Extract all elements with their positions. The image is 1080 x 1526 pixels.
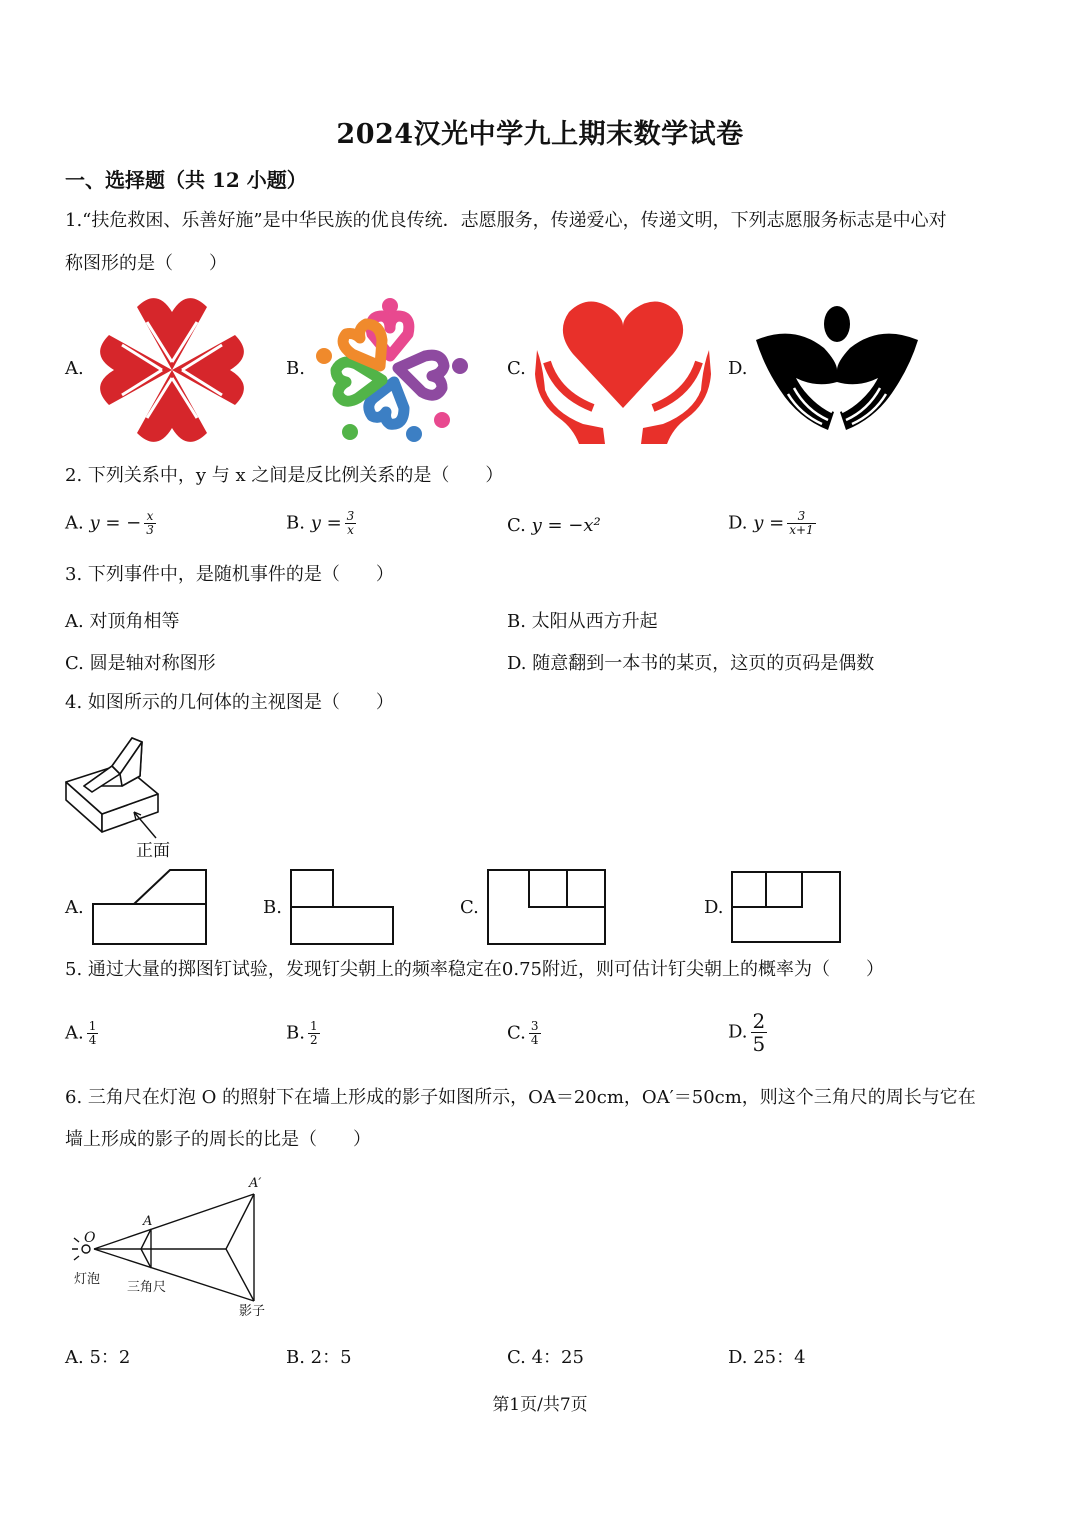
solid-3d-figure [62,730,172,840]
q5-d-fraction [751,1010,768,1055]
q2-b-lhs: y = [310,512,342,534]
q2-d-fraction [787,510,815,537]
q5-a-label: A. [65,1022,84,1044]
lamp-shadow-figure [68,1176,278,1316]
q5-b-fraction [308,1020,320,1047]
q1-option-a-label: A. [65,358,84,379]
q3-option-d: D. 随意翻到一本书的某页，这页的页码是偶数 [507,653,875,674]
red-hands-clover-logo [92,292,252,448]
q2-a-lhs: y = − [89,512,142,534]
q5-option-a [65,1020,98,1047]
page-title: 2024汉光中学九上期末数学试卷 [336,119,744,150]
question-3-text: 3. 下列事件中，是随机事件的是（ ） [65,564,394,585]
q5-c-num: 3 [530,1019,539,1033]
q4-option-a-figure [92,869,208,945]
black-hands-person-logo [754,306,920,432]
question-2-text: 2. 下列关系中，y 与 x 之间是反比例关系的是（ ） [65,465,504,486]
q2-d-den: x+1 [789,523,814,537]
question-5-text: 5. 通过大量的掷图钉试验，发现钉尖朝上的频率稳定在0.75附近，则可估计钉尖朝上的概率为（ ） [65,959,884,980]
q2-a-den: 3 [146,523,154,537]
section-heading: 一、选择题（共 12 小题） [65,168,307,192]
q5-a-num: 1 [88,1019,97,1033]
heart-in-hands-logo [533,296,713,444]
q4-option-c-figure [486,869,608,945]
q5-c-fraction [529,1020,541,1047]
q5-b-label: B. [286,1022,305,1044]
q2-a-num: x [146,509,154,523]
q4-option-b-label: B. [263,897,282,918]
q5-b-den: 2 [309,1033,318,1047]
q4-option-d-figure [730,871,842,943]
q1-option-d-label: D. [728,358,748,379]
q1-option-b-label: B. [286,358,305,379]
label-shadow: 影子 [239,1304,266,1319]
question-4-text: 4. 如图所示的几何体的主视图是（ ） [65,692,394,713]
label-a-prime: A′ [249,1176,262,1191]
question-1-text-line1: 1.“扶危救困、乐善好施”是中华民族的优良传统．志愿服务，传递爱心，传递文明，下列志愿服务标志是中心对 [65,210,947,231]
q5-d-num: 2 [752,1009,766,1033]
q5-option-d [728,1010,767,1055]
page-footer: 第1页/共7页 [492,1395,588,1415]
label-a: A [143,1214,153,1229]
q2-option-b [286,510,356,537]
q6-option-a: A. 5：2 [65,1347,131,1368]
q2-b-fraction [345,510,357,537]
q6-option-d: D. 25：4 [728,1347,806,1368]
label-triangle: 三角尺 [127,1280,167,1295]
q2-d-label: D. [728,512,748,534]
question-1-text-line2: 称图形的是（ ） [65,253,227,274]
q3-option-c: C. 圆是轴对称图形 [65,653,216,674]
q6-option-b: B. 2：5 [286,1347,352,1368]
q5-a-fraction [87,1020,99,1047]
q2-a-label: A. [65,512,84,534]
q2-c-expr: y = −x² [531,515,601,536]
q5-a-den: 4 [88,1033,97,1047]
q2-d-lhs: y = [753,512,785,534]
question-6-text-line1: 6. 三角尺在灯泡 O 的照射下在墙上形成的影子如图所示，OA＝20cm，OA′＝50cm，则这个三角尺的周长与它在 [65,1087,976,1108]
q5-d-den: 5 [752,1032,766,1056]
label-lamp: 灯泡 [74,1272,101,1287]
q3-option-b: B. 太阳从西方升起 [507,611,658,632]
q5-c-label: C. [507,1022,526,1044]
q6-option-c: C. 4：25 [507,1347,584,1368]
q3-option-a: A. 对顶角相等 [65,611,180,632]
q4-option-c-label: C. [460,897,479,918]
question-6-text-line2: 墙上形成的影子的周长的比是（ ） [65,1129,371,1150]
q2-option-a [65,510,156,537]
q2-b-num: 3 [346,509,355,523]
q5-option-b [286,1020,320,1047]
q1-option-c-label: C. [507,358,526,379]
q2-c-label: C. [507,515,526,536]
q2-b-label: B. [286,512,305,534]
q5-c-den: 4 [530,1033,539,1047]
q5-option-c [507,1020,541,1047]
q2-a-fraction [144,510,156,537]
q4-option-d-label: D. [704,897,724,918]
q2-b-den: x [347,523,354,537]
colorful-hearts-flower-logo [310,294,470,444]
q2-d-num: 3 [797,509,806,523]
front-label: 正面 [136,841,170,861]
q5-b-num: 1 [309,1019,318,1033]
q5-d-label: D. [728,1021,748,1043]
q4-option-b-figure [289,869,395,945]
q2-option-d [728,510,816,537]
q4-option-a-label: A. [65,897,84,918]
label-o: O [84,1230,96,1246]
q2-option-c [507,515,601,536]
